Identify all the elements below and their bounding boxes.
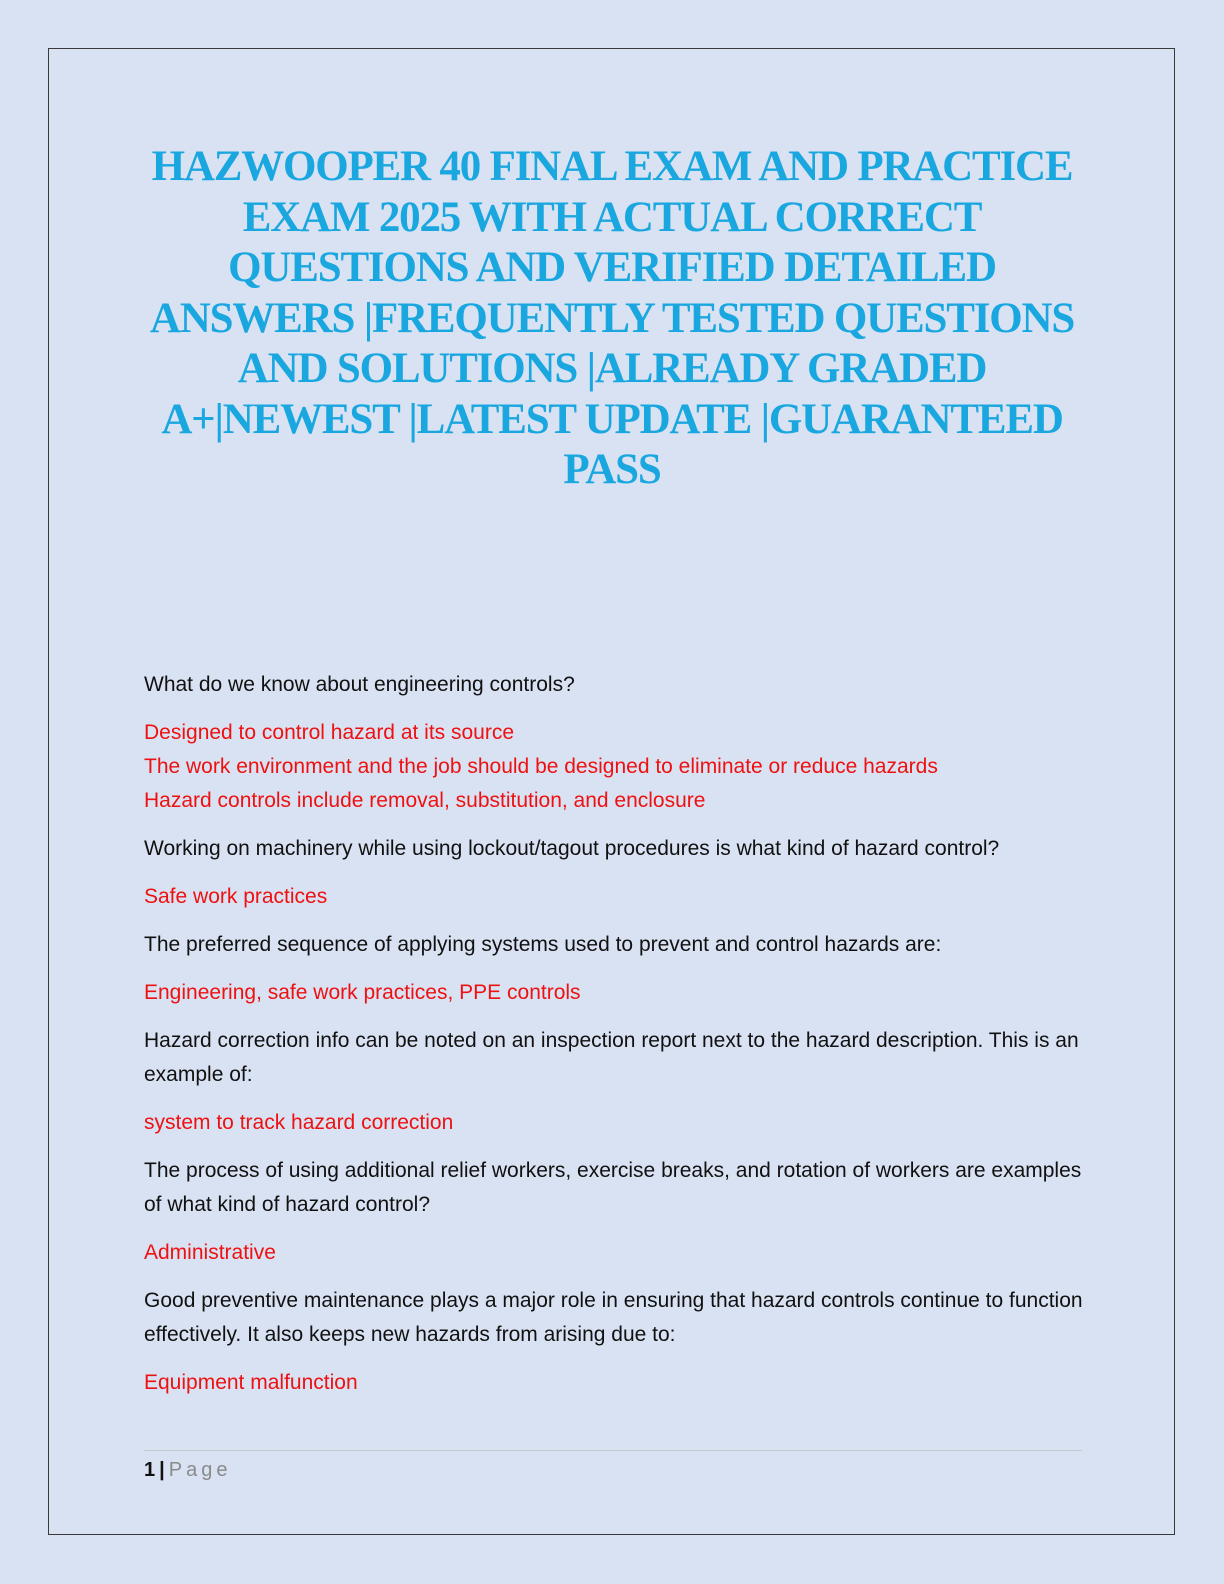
answer-group-6 <box>144 1366 1084 1400</box>
answer-group-1 <box>144 716 1084 818</box>
answer-group-2 <box>144 880 1084 914</box>
page-number: 1 <box>144 1459 156 1481</box>
answer-1-3: Hazard controls include removal, substitution, and enclosure <box>144 789 706 812</box>
footer-divider <box>144 1450 1082 1451</box>
page-footer <box>144 1456 231 1484</box>
answer-group-5 <box>144 1236 1084 1270</box>
answer-4-1: system to track hazard correction <box>144 1111 454 1134</box>
answer-5-1: Administrative <box>144 1241 276 1264</box>
footer-separator: | <box>159 1459 165 1481</box>
question-2: Working on machinery while using lockout/tagout procedures is what kind of hazard control? <box>144 837 1000 860</box>
question-5: The process of using additional relief workers, exercise breaks, and rotation of workers are examples of what kind of hazard control? <box>144 1159 1082 1216</box>
answer-group-4 <box>144 1106 1084 1140</box>
question-1: What do we know about engineering controls? <box>144 673 575 696</box>
answer-1-1: Designed to control hazard at its source <box>144 721 515 744</box>
answer-6-1: Equipment malfunction <box>144 1371 358 1394</box>
question-3: The preferred sequence of applying systems used to prevent and control hazards are: <box>144 933 942 956</box>
question-6: Good preventive maintenance plays a major role in ensuring that hazard controls continue to function effectively. It also keeps new hazards from arising due to: <box>144 1289 1083 1346</box>
qa-content <box>144 668 1084 1414</box>
answer-2-1: Safe work practices <box>144 885 328 908</box>
page-label: Page <box>168 1459 232 1481</box>
question-4: Hazard correction info can be noted on an inspection report next to the hazard description. This is an example of: <box>144 1029 1079 1086</box>
answer-1-2: The work environment and the job should be designed to eliminate or reduce hazards <box>144 755 938 778</box>
document-title: HAZWOOPER 40 FINAL EXAM AND PRACTICE EXAM 2025 WITH ACTUAL CORRECT QUESTIONS AND VERIFIED DETAILED ANSWERS |FREQUENTLY TESTED QUESTIONS AND SOLUTIONS |ALREADY GRADED A+|NEWEST |LATEST UPDATE |GUARANTEED PASS <box>149 143 1075 493</box>
answer-group-3 <box>144 976 1084 1010</box>
answer-3-1: Engineering, safe work practices, PPE controls <box>144 981 581 1004</box>
